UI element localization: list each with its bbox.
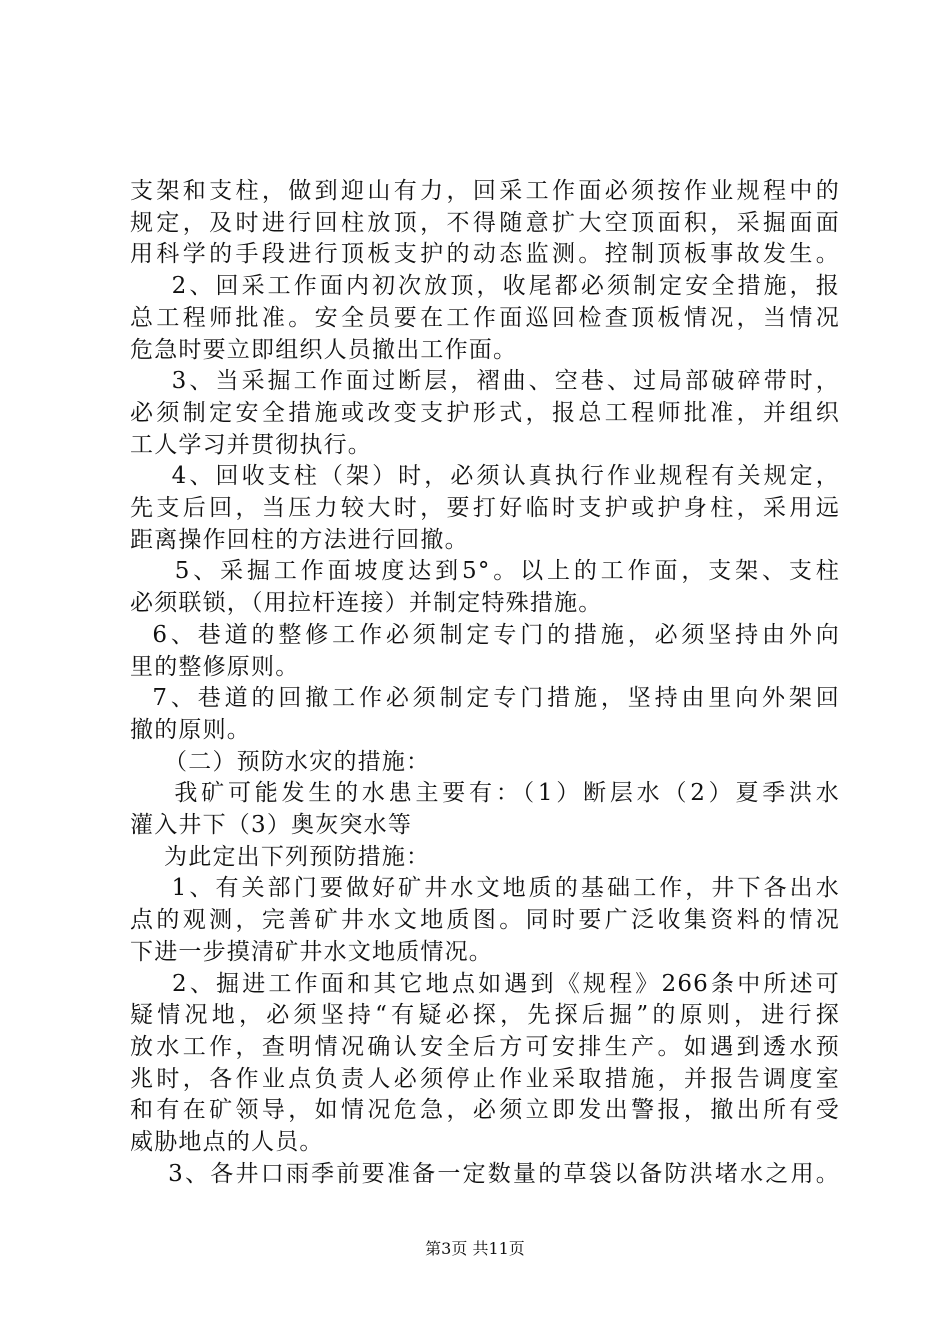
text-line: 点的观测，完善矿井水文地质图。同时要广泛收集资料的情况 — [130, 907, 840, 934]
text-line: 距离操作回柱的方法进行回撤。 — [130, 526, 469, 553]
text-line: 下进一步摸清矿井水文地质情况。 — [130, 938, 493, 965]
text-line: 1、有关部门要做好矿井水文地质的基础工作，井下各出水 — [130, 875, 840, 902]
text-line: 灌入井下（3）奥灰突水等 — [130, 812, 413, 838]
text-line: 兆时，各作业点负责人必须停止作业采取措施，并报告调度室 — [130, 1065, 840, 1092]
text-line: 放水工作，查明情况确认安全后方可安排生产。如遇到透水预 — [130, 1033, 840, 1060]
text-line: 2、回采工作面内初次放顶，收尾都必须制定安全措施，报 — [130, 273, 840, 300]
text-line: 疑情况地，必须坚持“有疑必探，先探后掘”的原则，进行探 — [130, 1002, 840, 1029]
text-line: 危急时要立即组织人员撤出工作面。 — [130, 336, 518, 363]
text-line: 威胁地点的人员。 — [130, 1129, 324, 1155]
text-line: 3、当采掘工作面过断层，褶曲、空巷、过局部破碎带时， — [130, 368, 840, 395]
text-line: 2、掘进工作面和其它地点如遇到《规程》266条中所述可 — [130, 970, 840, 997]
text-line: 6、巷道的整修工作必须制定专门的措施，必须坚持由外向 — [130, 621, 840, 648]
text-line: 撤的原则。 — [130, 716, 251, 743]
text-line: 必须制定安全措施或改变支护形式，报总工程师批准，并组织 — [130, 399, 840, 426]
text-line: 为此定出下列预防措施： — [130, 843, 431, 870]
text-line: 和有在矿领导，如情况危急，必须立即发出警报，撤出所有受 — [130, 1097, 840, 1124]
text-line: 7、巷道的回撤工作必须制定专门措施，坚持由里向外架回 — [130, 685, 840, 712]
text-line: 4、回收支柱（架）时，必须认真执行作业规程有关规定， — [130, 463, 840, 490]
text-line: 我矿可能发生的水患主要有：（1）断层水（2）夏季洪水 — [130, 780, 840, 807]
text-line: 规定，及时进行回柱放顶，不得随意扩大空顶面积，采掘面面 — [130, 209, 840, 236]
page-footer: 第3页 共11页 — [425, 1239, 525, 1258]
text-line: 用科学的手段进行顶板支护的动态监测。控制顶板事故发生。 — [130, 241, 840, 268]
text-line: 总工程师批准。安全员要在工作面巡回检查顶板情况，当情况 — [130, 304, 840, 331]
text-line: 里的整修原则。 — [130, 653, 300, 680]
text-line: （二）预防水灾的措施： — [130, 748, 431, 775]
text-line: 工人学习并贯彻执行。 — [130, 431, 372, 458]
text-line: 先支后回，当压力较大时，要打好临时支护或护身柱，采用远 — [130, 495, 840, 521]
text-line: 支架和支柱，做到迎山有力，回采工作面必须按作业规程中的 — [130, 178, 840, 204]
text-line: 5、采掘工作面坡度达到5°。以上的工作面，支架、支柱 — [130, 558, 840, 585]
text-line: 3、各井口雨季前要准备一定数量的草袋以备防洪堵水之用。 — [130, 1160, 840, 1187]
text-line: 必须联锁，（用拉杆连接）并制定特殊措施。 — [130, 590, 603, 617]
